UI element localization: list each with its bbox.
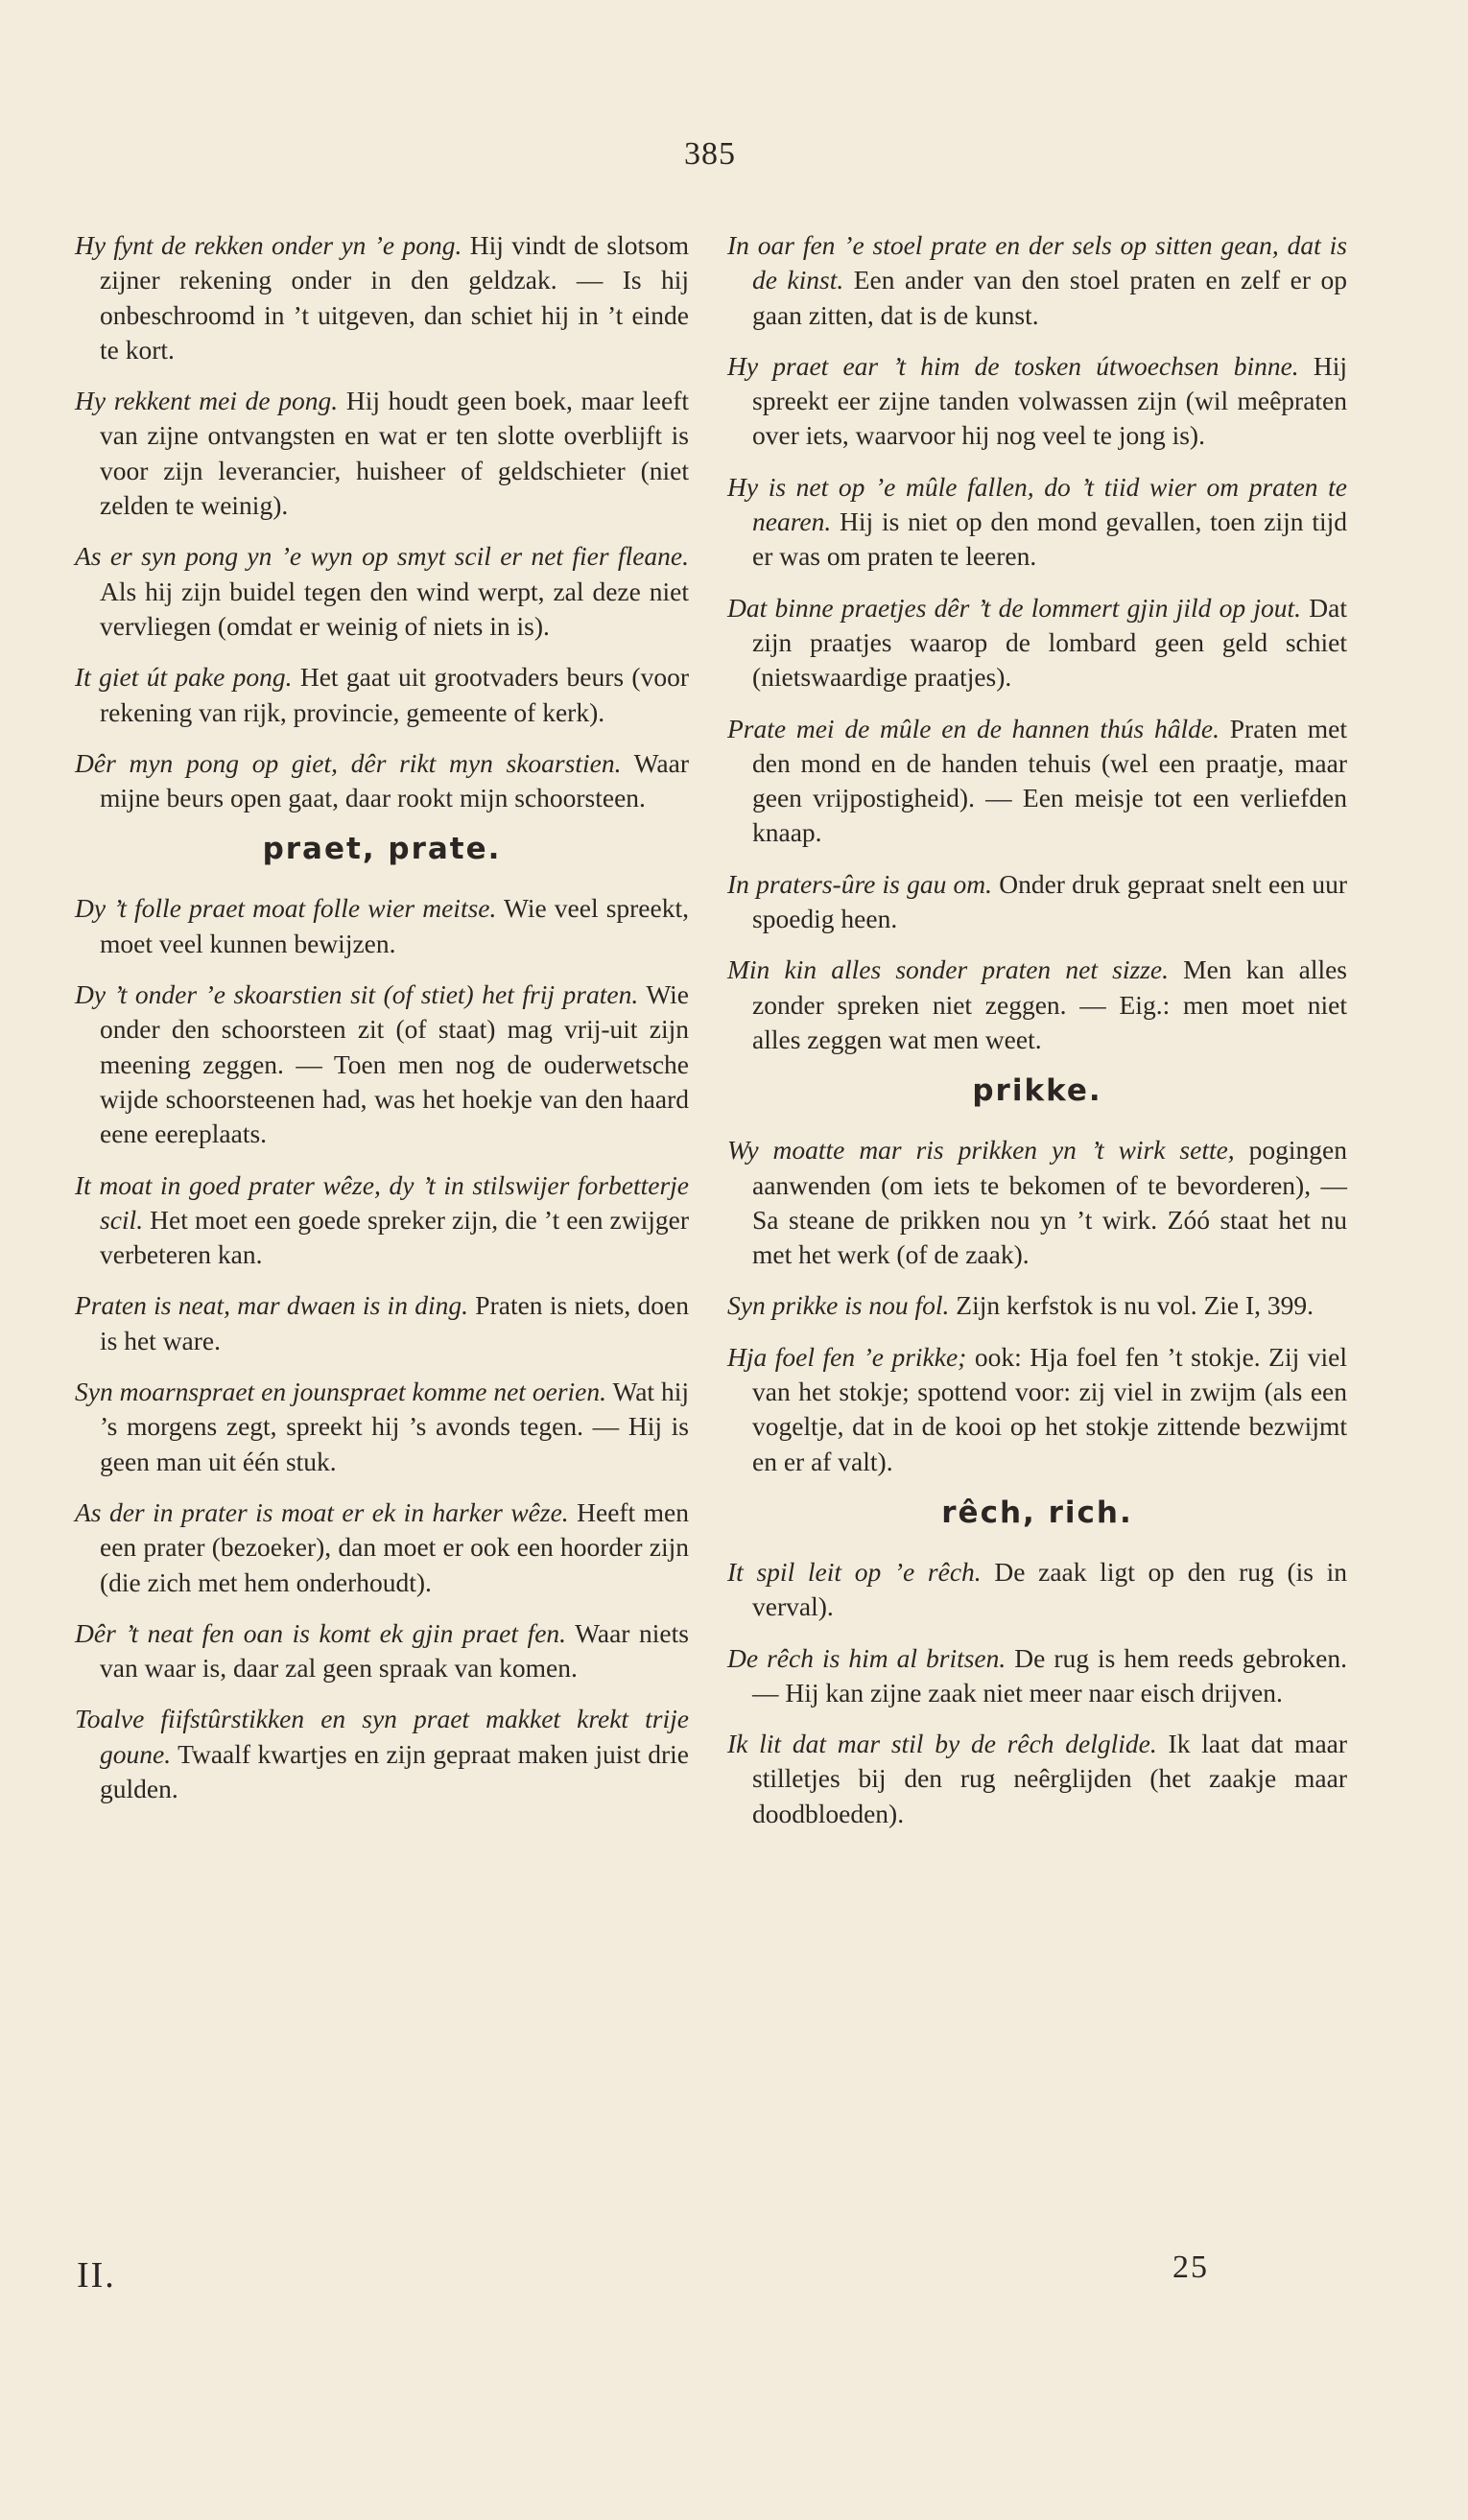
frisian-proverb: Praten is neat, mar dwaen is in ding. xyxy=(75,1290,468,1321)
proverb-entry xyxy=(75,539,689,644)
proverb-entry xyxy=(75,891,689,961)
frisian-proverb: Syn prikke is nou fol. xyxy=(727,1290,950,1321)
dutch-translation: Een ander van den stoel praten en zelf er op gaan zitten, dat is de kunst. xyxy=(752,265,1347,330)
proverb-entry xyxy=(727,591,1347,695)
frisian-proverb: Hja foel fen ’e prikke; xyxy=(727,1341,967,1372)
frisian-proverb: Hy rekkent mei de pong. xyxy=(75,386,339,416)
dutch-translation: Praten is niets, doen is het ware. xyxy=(100,1290,689,1355)
dutch-translation: Onder druk gepraat snelt een uur spoedig heen. xyxy=(752,868,1347,934)
section-heading: praet, prate. xyxy=(262,832,502,867)
frisian-proverb: It giet út pake pong. xyxy=(75,662,293,693)
dutch-translation: Zijn kerfstok is nu vol. Zie I, 399. xyxy=(956,1290,1314,1321)
frisian-proverb: De rêch is him al britsen. xyxy=(727,1642,1006,1673)
proverb-entry xyxy=(727,1727,1347,1831)
proverb-entry xyxy=(727,1133,1347,1272)
dutch-translation: De rug is hem reeds gebroken. — Hij kan zijne zaak niet meer naar eisch drijven. xyxy=(752,1642,1347,1707)
frisian-proverb: Min kin alles sonder praten net sizze. xyxy=(727,954,1169,985)
frisian-proverb: Dy ’t onder ’e skoarstien sit (of stiet) het frij praten. xyxy=(75,979,639,1010)
dutch-translation: Ik laat dat maar stilletjes bij den rug neêrglijden (het zaakje maar doodbloeden). xyxy=(752,1729,1348,1828)
right-column xyxy=(727,228,1347,1848)
proverb-entry xyxy=(727,1340,1347,1479)
frisian-proverb: In oar fen ’e stoel prate en der sels op sitten gean, dat is de kinst. xyxy=(727,230,1347,295)
frisian-proverb: Hy fynt de rekken onder yn ’e pong. xyxy=(75,230,462,260)
frisian-proverb: Wy moatte mar ris prikken yn ’t wirk sette, xyxy=(727,1135,1235,1166)
frisian-proverb: Hy is net op ’e mûle fallen, do ’t tiid wier om praten te nearen. xyxy=(727,471,1347,537)
proverb-entry xyxy=(727,1555,1347,1625)
proverb-entry xyxy=(75,1616,689,1686)
left-column xyxy=(75,228,689,1823)
proverb-entry xyxy=(75,384,689,523)
dutch-translation: Wie veel spreekt, moet veel kunnen bewijzen. xyxy=(100,893,689,958)
section-heading: rêch, rich. xyxy=(941,1495,1133,1530)
proverb-entry xyxy=(75,746,689,816)
dutch-translation: Wat hij ’s morgens zegt, spreekt hij ’s avonds tegen. — Hij is geen man uit één stuk. xyxy=(100,1377,689,1476)
frisian-proverb: In praters-ûre is gau om. xyxy=(727,868,993,899)
dutch-translation: Men kan alles zonder spreken niet zeggen. — Eig.: men moet niet alles zeggen wat men weet. xyxy=(752,954,1348,1054)
proverb-entry xyxy=(75,228,689,367)
frisian-proverb: Syn moarnspraet en jounspraet komme net oerien. xyxy=(75,1377,606,1407)
proverb-entry xyxy=(75,977,689,1151)
dutch-translation: Wie onder den schoorsteen zit (of staat) mag vrij-uit zijn meening zeggen. — Toen men nog de ouderwetsche wijde schoorsteenen had, was het hoekje van den haard eene eereplaats. xyxy=(100,979,690,1149)
frisian-proverb: As er syn pong yn ’e wyn op smyt scil er net fier fleane. xyxy=(75,541,689,572)
frisian-proverb: It spil leit op ’e rêch. xyxy=(727,1556,982,1587)
frisian-proverb: Dêr ’t neat fen oan is komt ek gjin praet fen. xyxy=(75,1617,567,1648)
dutch-translation: De zaak ligt op den rug (is in verval). xyxy=(752,1556,1348,1622)
dutch-translation: Waar mijne beurs open gaat, daar rookt mijn schoorsteen. xyxy=(100,747,689,813)
proverb-entry xyxy=(727,1288,1347,1323)
dutch-translation: ook: Hja foel fen ’t stokje. Zij viel van het stokje; spottend voor: zij viel in zwijm (als een vogeltje, dat in de kooi op het stokje zittende bezwijmt en er af valt). xyxy=(752,1341,1347,1476)
signature-number: 25 xyxy=(1172,2249,1209,2285)
proverb-entry xyxy=(727,712,1347,851)
frisian-proverb: Ik lit dat mar stil by de rêch delglide. xyxy=(727,1729,1157,1759)
proverb-entry xyxy=(727,953,1347,1057)
dutch-translation: Dat zijn praatjes waarop de lombard geen geld schiet (nietswaardige praatjes). xyxy=(752,592,1347,693)
dutch-translation: Hij houdt geen boek, maar leeft van zijne ontvangsten en wat er ten slotte overblijft is voor zijn leverancier, huisheer of geldschieter (niet zelden te weinig). xyxy=(100,386,690,521)
dutch-translation: Twaalf kwartjes en zijn gepraat maken juist drie gulden. xyxy=(100,1738,689,1803)
frisian-proverb: It moat in goed prater wêze, dy ’t in stilswijer forbetterje scil. xyxy=(75,1169,689,1235)
frisian-proverb: As der in prater is moat er ek in harker wêze. xyxy=(75,1496,569,1527)
proverb-entry xyxy=(727,1641,1347,1711)
frisian-proverb: Prate mei de mûle en de hannen thús hâlde. xyxy=(727,713,1219,743)
frisian-proverb: Dêr myn pong op giet, dêr rikt myn skoarstien. xyxy=(75,747,622,778)
proverb-entry xyxy=(75,660,689,730)
proverb-entry xyxy=(727,867,1347,937)
frisian-proverb: Hy praet ear ’t him de tosken útwoechsen binne. xyxy=(727,350,1299,381)
signature-mark: II. xyxy=(77,2255,116,2296)
frisian-proverb: Toalve fiifstûrstikken en syn praet makket krekt trije goune. xyxy=(75,1704,689,1769)
dutch-translation: Hij is niet op den mond gevallen, toen zijn tijd er was om praten te leeren. xyxy=(752,506,1348,572)
proverb-entry xyxy=(75,1496,689,1600)
dutch-translation: Waar niets van waar is, daar zal geen spraak van komen. xyxy=(100,1617,689,1684)
proverb-entry xyxy=(727,470,1347,575)
proverb-entry xyxy=(727,349,1347,454)
frisian-proverb: Dat binne praetjes dêr ’t de lommert gjin jild op jout. xyxy=(727,592,1302,623)
dutch-translation: Als hij zijn buidel tegen den wind werpt, zal deze niet vervliegen (omdat er weinig of niets in is). xyxy=(100,576,689,641)
proverb-entry xyxy=(75,1288,689,1358)
proverb-entry xyxy=(75,1375,689,1479)
dutch-translation: Heeft men een prater (bezoeker), dan moet er ook een hoorder zijn (die zich met hem onderhoudt). xyxy=(100,1496,690,1597)
proverb-entry xyxy=(75,1702,689,1806)
dutch-translation: Hij vindt de slotsom zijner rekening onder in den geldzak. — Is hij onbeschroomd in ’t uitgeven, dan schiet hij in ’t einde te kort. xyxy=(100,230,690,365)
dutch-translation: Hij spreekt eer zijne tanden volwassen zijn (wil meêpraten over iets, waarvoor hij nog veel te jong is). xyxy=(752,350,1347,451)
dutch-translation: pogingen aanwenden (om iets te bekomen of te bevorderen), — Sa steane de prikken nou yn ’t wirk. Zóó staat het nu met het werk (of de zaak). xyxy=(752,1135,1347,1270)
proverb-entry xyxy=(75,1168,689,1273)
page-number: 385 xyxy=(684,136,736,172)
section-heading: prikke. xyxy=(972,1073,1102,1109)
proverb-entry xyxy=(727,228,1347,333)
dutch-translation: Het moet een goede spreker zijn, die ’t een zwijger verbeteren kan. xyxy=(100,1204,690,1270)
dutch-translation: Praten met den mond en de handen tehuis (wel een praatje, maar geen vrijpostigheid). — Een meisje tot een verliefden knaap. xyxy=(752,713,1347,848)
frisian-proverb: Dy ’t folle praet moat folle wier meitse. xyxy=(75,893,497,924)
dutch-translation: Het gaat uit grootvaders beurs (voor rekening van rijk, provincie, gemeente of kerk). xyxy=(100,662,689,727)
